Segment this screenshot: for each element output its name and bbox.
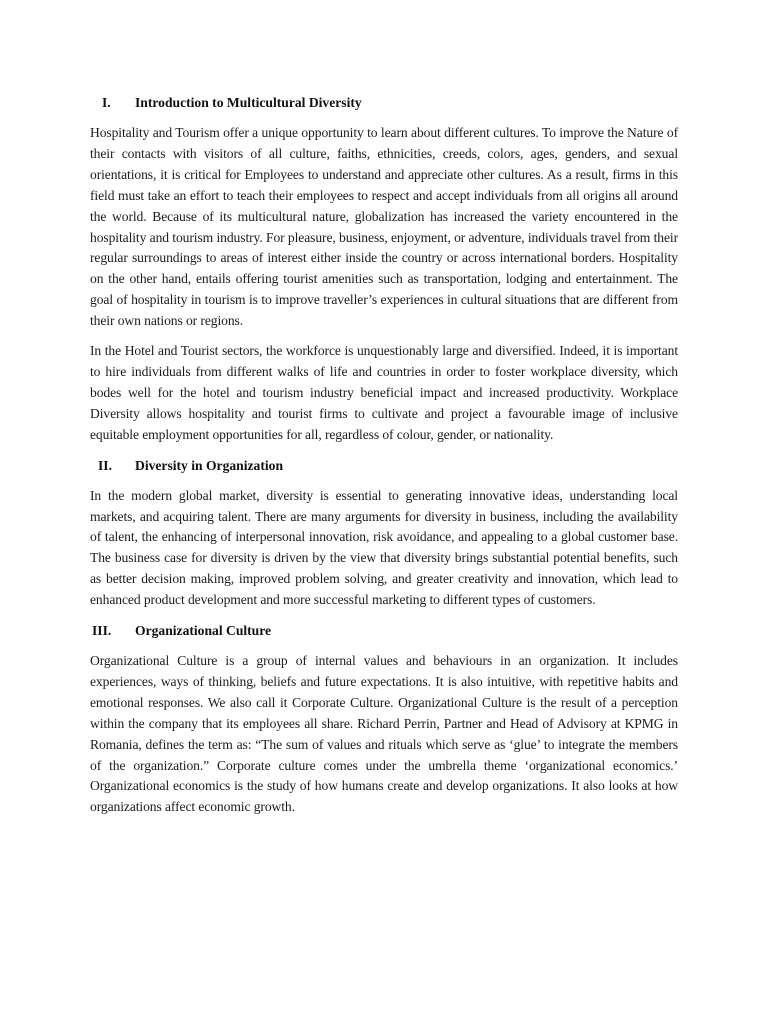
section-heading-diversity [90,456,678,476]
section-title: Organizational Culture [135,623,272,639]
paragraph: Organizational Culture is a group of internal values and behaviours in an organization. It includes experiences, ways of thinking, beliefs and future expectations. It is also intuitive, with repetitive habits and emotional responses. We also call it Corporate Culture. Organizational Culture is the result of a perception within the company that its employees all share. Richard Perrin, Partner and Head of Advisory at KPMG in Romania, defines the term as: “The sum of values and rituals which serve as ‘glue’ to integrate the members of the organization.” Corporate culture comes under the umbrella theme ‘organizational economics.’ Organizational economics is the study of how humans create and develop organizations. It also looks at how organizations affect economic growth. [90,653,678,815]
section-number: III. [92,623,112,639]
section-heading-culture [90,621,678,641]
section-title: Introduction to Multicultural Diversity [135,95,362,110]
section-number: I. [102,95,111,110]
paragraph: In the Hotel and Tourist sectors, the workforce is unquestionably large and diversified. Indeed, it is important to hire individuals from different walks of life and countries in order to foster workplace diversity, which bodes well for the hotel and tourism industry beneficial impact and increased productivity. Workplace Diversity allows hospitality and tourist firms to cultivate and project a favourable image of inclusive equitable employment opportunities for all, regardless of colour, gender, or nationality. [90,343,678,442]
section-title: Diversity in Organization [135,457,284,473]
section-number: II. [98,457,112,473]
paragraph: In the modern global market, diversity is essential to generating innovative ideas, understanding local markets, and acquiring talent. There are many arguments for diversity in business, including the availability of talent, the enhancing of interpersonal innovation, risk avoidance, and appealing to a global customer base. The business case for diversity is driven by the view that diversity brings substantial potential benefits, such as better decision making, improved problem solving, and greater creativity and innovation, which lead to enhanced product development and more successful marketing to different types of customers. [90,487,678,608]
paragraph: Hospitality and Tourism offer a unique opportunity to learn about different cultures. To improve the Nature of their contacts with visitors of all culture, faiths, ethnicities, creeds, colors, ages, genders, and sexual orientations, it is critical for Employees to understand and appreciate other cultures. As a result, firms in this field must take an effort to teach their employees to respect and accept individuals from all origins all around the world. Because of its multicultural nature, globalization has increased the variety encountered in the hospitality and tourism industry. For pleasure, business, enjoyment, or adventure, individuals travel from their regular surroundings to areas of interest either inside the country or across international borders. Hospitality on the other hand, entails offering tourist amenities such as transportation, lodging and entertainment. The goal of hospitality in tourism is to improve traveller’s experiences in cultural situations that are different from their own nations or regions. [90,125,678,329]
document-page [90,93,678,828]
section-heading-introduction [90,93,678,113]
